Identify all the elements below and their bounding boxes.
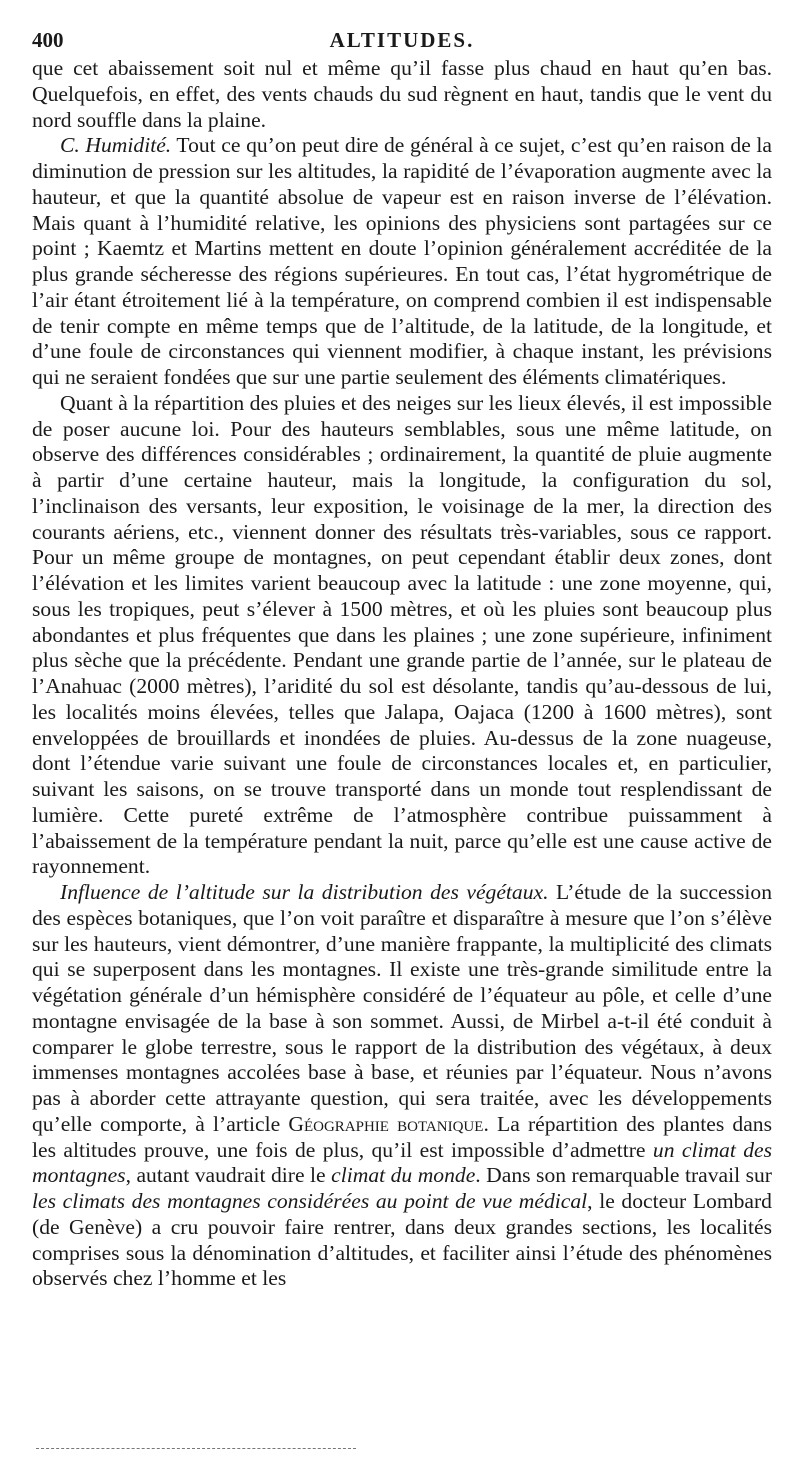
paragraph-vegetaux bbox=[32, 880, 772, 1292]
footer-rule bbox=[36, 1448, 356, 1449]
paragraph-humidite-text: Tout ce qu’on peut dire de général à ce sujet, c’est qu’en raison de la diminution de pression sur les altitudes, la rapidité de l’évaporation augmente avec la hauteur, et que la quantité absolue de vapeur est en raison inverse de l’élévation. Mais quant à l’humidité relative, les opinions des physiciens sont partagées sur ce point ; Kaemtz et Martins mettent en doute l’opinion généralement accréditée de la plus grande sécheresse des régions supérieures. En tout cas, l’état hygrométrique de l’air étant étroitement lié à la température, on comprend combien il est indispensable de tenir compte en même temps que de l’altitude, de la latitude, de la longitude, et d’une foule de circonstances qui viennent modifier, à chaque instant, les prévisions qui ne seraient fondées que sur une partie seulement des éléments climatériques. bbox=[32, 133, 772, 389]
page-number: 400 bbox=[32, 28, 64, 52]
cross-reference: Géographie botanique bbox=[288, 1111, 484, 1136]
paragraph-continuation: que cet abaissement soit nul et même qu’il fasse plus chaud en haut qu’en bas. Quelquefois, en effet, des vents chauds du sud règnent en haut, tandis que le vent du nord souffle dans la plaine. bbox=[32, 56, 772, 132]
emphasis-work-title: les climats des montagnes considérées au point de vue médical bbox=[32, 1189, 588, 1213]
paragraph-vegetaux-text-a: L’étude de la succession des espèces botaniques, que l’on voit paraître et disparaître à mesure que l’on s’élève sur les hauteurs, vient démontrer, d’une manière frappante, la multiplicité des climats qui se superposent dans les montagnes. Il existe une très-grande similitude entre la végétation générale d’un hémisphère considéré de l’équateur au pôle, et celle d’une montagne envisagée de la base à son sommet. Aussi, de Mirbel a-t-il été conduit à comparer le globe terrestre, sous le rapport de la distribution des végétaux, à deux immenses montagnes accolées base à base, et réunies par l’équateur. Nous n’avons pas à aborder cette attrayante question, qui sera traitée, avec les développements qu’elle comporte, à l’article bbox=[32, 880, 773, 1136]
paragraph-humidite bbox=[32, 133, 772, 391]
paragraph-vegetaux-text-b: . La répartition des plantes dans les altitudes prouve, une fois de plus, qu’il est impossible d’admettre bbox=[32, 1111, 773, 1162]
emphasis-climat-monde: climat du monde bbox=[331, 1163, 476, 1188]
running-title: ALTITUDES. bbox=[329, 28, 475, 52]
paragraph-vegetaux-text-d: . Dans son remarquable travail sur bbox=[475, 1163, 772, 1188]
emphasis-climat-montagnes: un climat des montagnes bbox=[32, 1137, 772, 1188]
paragraph-vegetaux-text-c: , autant vaudrait dire le bbox=[125, 1163, 326, 1188]
page-header bbox=[32, 22, 772, 56]
body-text bbox=[32, 56, 772, 1292]
paragraph-vegetaux-text-e: , le docteur Lombard (de Genève) a cru pouvoir faire rentrer, dans deux grandes sections, les localités comprises sous la dénomination d’altitudes, et faciliter ainsi l’étude des phénomènes observés chez l’homme et les bbox=[32, 1189, 772, 1291]
paragraph-pluies: Quant à la répartition des pluies et des neiges sur les lieux élevés, il est impossible de poser aucune loi. Pour des hauteurs semblables, sous une même latitude, on observe des différences considérables ; ordinairement, la quantité de pluie augmente à partir d’une certaine hauteur, mais la longitude, la configuration du sol, l’inclinaison des versants, leur exposition, le voisinage de la mer, la direction des courants aériens, etc., viennent donner des résultats très-variables, sous ce rapport. Pour un même groupe de montagnes, on peut cependant établir deux zones, dont l’élévation et les limites varient beaucoup avec la latitude : une zone moyenne, qui, sous les tropiques, peut s’élever à 1500 mètres, et où les pluies sont beaucoup plus abondantes et plus fréquentes que dans les plaines ; une zone supérieure, infiniment plus sèche que la précédente. Pendant une grande partie de l’année, sur le plateau de l’Anahuac (2000 mètres), l’aridité du sol est désolante, tandis qu’au-dessous de lui, les localités moins élevées, telles que Jalapa, Oajaca (1200 à 1600 mètres), sont enveloppées de brouillards et inondées de pluies. Au-dessus de la zone nuageuse, dont l’étendue varie suivant une foule de circonstances locales et, en particulier, suivant les saisons, on se trouve transporté dans un monde tout resplendissant de lumière. Cette pureté extrême de l’atmosphère contribue puissamment à l’abaissement de la température pendant la nuit, parce qu’elle est une cause active de rayonnement. bbox=[32, 390, 772, 879]
section-lead-vegetaux: Influence de l’altitude sur la distribution des végétaux. bbox=[60, 880, 549, 904]
section-lead-humidite: C. Humidité. bbox=[60, 133, 172, 158]
